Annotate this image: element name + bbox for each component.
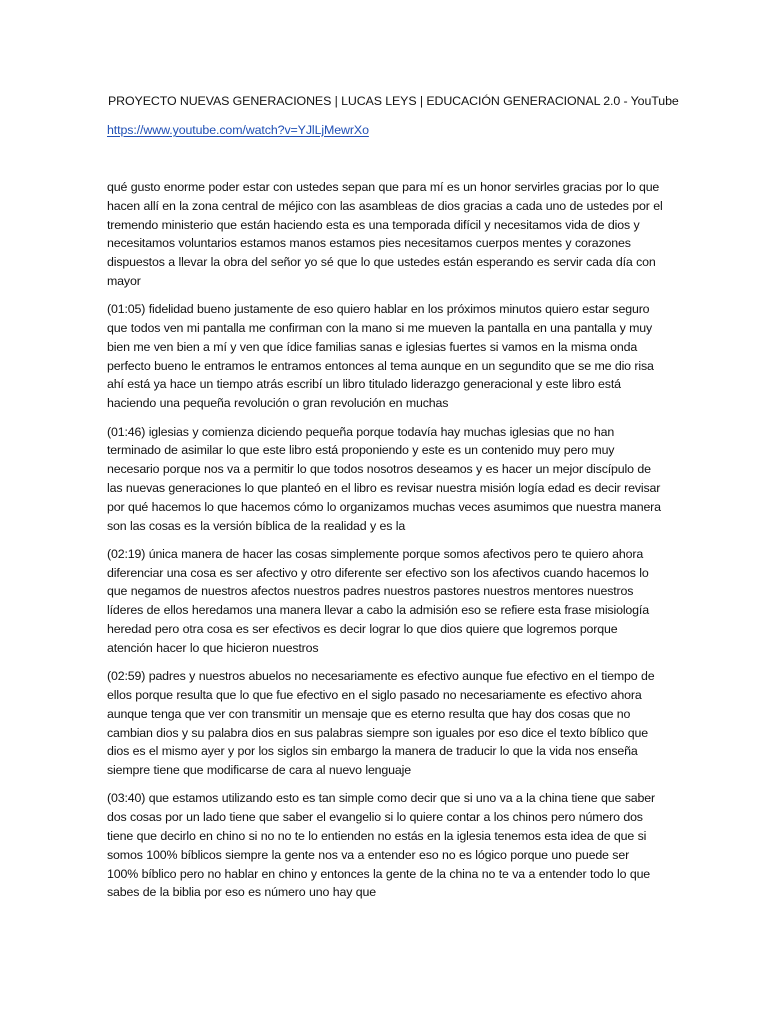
transcript-paragraph-6: (03:40) que estamos utilizando esto es tan simple como decir que si uno va a la china tiene que saber dos cosas por un lado tiene que saber el evangelio si lo quiere contar a los chinos pero número dos tiene que decirlo en chino si no no te lo entienden no estás en la iglesia tenemos esta idea de que si somos 100% bíblicos siempre la gente nos va a entender eso no es lógico porque uno puede ser 100% bíblico pero no hablar en chino y entonces la gente de la china no te va a entender todo lo que sabes de la biblia por eso es número uno hay que [107,791,655,900]
video-link[interactable]: https://www.youtube.com/watch?v=YJlLjMewrXo [107,123,369,137]
transcript-paragraph-2: (01:05) fidelidad bueno justamente de eso quiero hablar en los próximos minutos quiero estar seguro que todos ven mi pantalla me confirman con la mano si me mueven la pantalla en una pantalla y muy bien me ven bien a mí y ven que ídice familias sanas e iglesias fuertes si vamos en la misma onda perfecto bueno le entramos le entramos entonces al tema aunque en un segundito que se me dio risa ahí está ya hace un tiempo atrás escribí un libro titulado liderazgo generacional y este libro está haciendo una pequeña revolución o gran revolución en muchas [107,302,654,411]
transcript-paragraph-4: (02:19) única manera de hacer las cosas simplemente porque somos afectivos pero te quiero ahora diferenciar una cosa es ser afectivo y otro diferente ser efectivo son los afectivos cuando hacemos lo que negamos de nuestros afectos nuestros padres nuestros pastores nuestros mentores nuestros líderes de ellos heredamos una manera llevar a cabo la admisión eso se refiere esta frase misiología heredad pero otra cosa es ser efectivos es decir lograr lo que dios quiere que logremos porque atención hacer lo que hicieron nuestros [107,546,649,655]
transcript-body [107,178,663,912]
transcript-paragraph-5: (02:59) padres y nuestros abuelos no necesariamente es efectivo aunque fue efectivo en el tiempo de ellos porque resulta que lo que fue efectivo en el siglo pasado no necesariamente es efectivo ahora aunque tenga que ver con transmitir un mensaje que es eterno resulta que hay dos cosas que no cambian dios y su palabra dios en sus palabras siempre son iguales por eso dice el texto bíblico que dios es el mismo ayer y por los siglos sin embargo la manera de traducir lo que la vida nos enseña siempre tiene que modificarse de cara al nuevo lenguaje [107,669,655,778]
document-title: PROYECTO NUEVAS GENERACIONES | LUCAS LEYS | EDUCACIÓN GENERACIONAL 2.0 - YouTube [108,94,679,108]
transcript-paragraph-3: (01:46) iglesias y comienza diciendo pequeña porque todavía hay muchas iglesias que no han terminado de asimilar lo que este libro está proponiendo y este es un contenido muy pero muy necesario porque nos va a permitir lo que todos nosotros deseamos y es hacer un mejor discípulo de las nuevas generaciones lo que planteó en el libro es revisar nuestra misión logía edad es decir revisar por qué hacemos lo que hacemos cómo lo organizamos muchas veces asumimos que nuestra manera son las cosas es la versión bíblica de la realidad y es la [107,424,661,533]
transcript-paragraph-1: qué gusto enorme poder estar con ustedes sepan que para mí es un honor servirles gracias por lo que hacen allí en la zona central de méjico con las asambleas de dios gracias a cada uno de ustedes por el tremendo ministerio que están haciendo esta es una temporada difícil y necesitamos vida de dios y necesitamos voluntarios estamos manos estamos pies necesitamos cuerpos mentes y corazones dispuestos a llevar la obra del señor yo sé que lo que ustedes están esperando es servir cada día con mayor [107,180,663,288]
